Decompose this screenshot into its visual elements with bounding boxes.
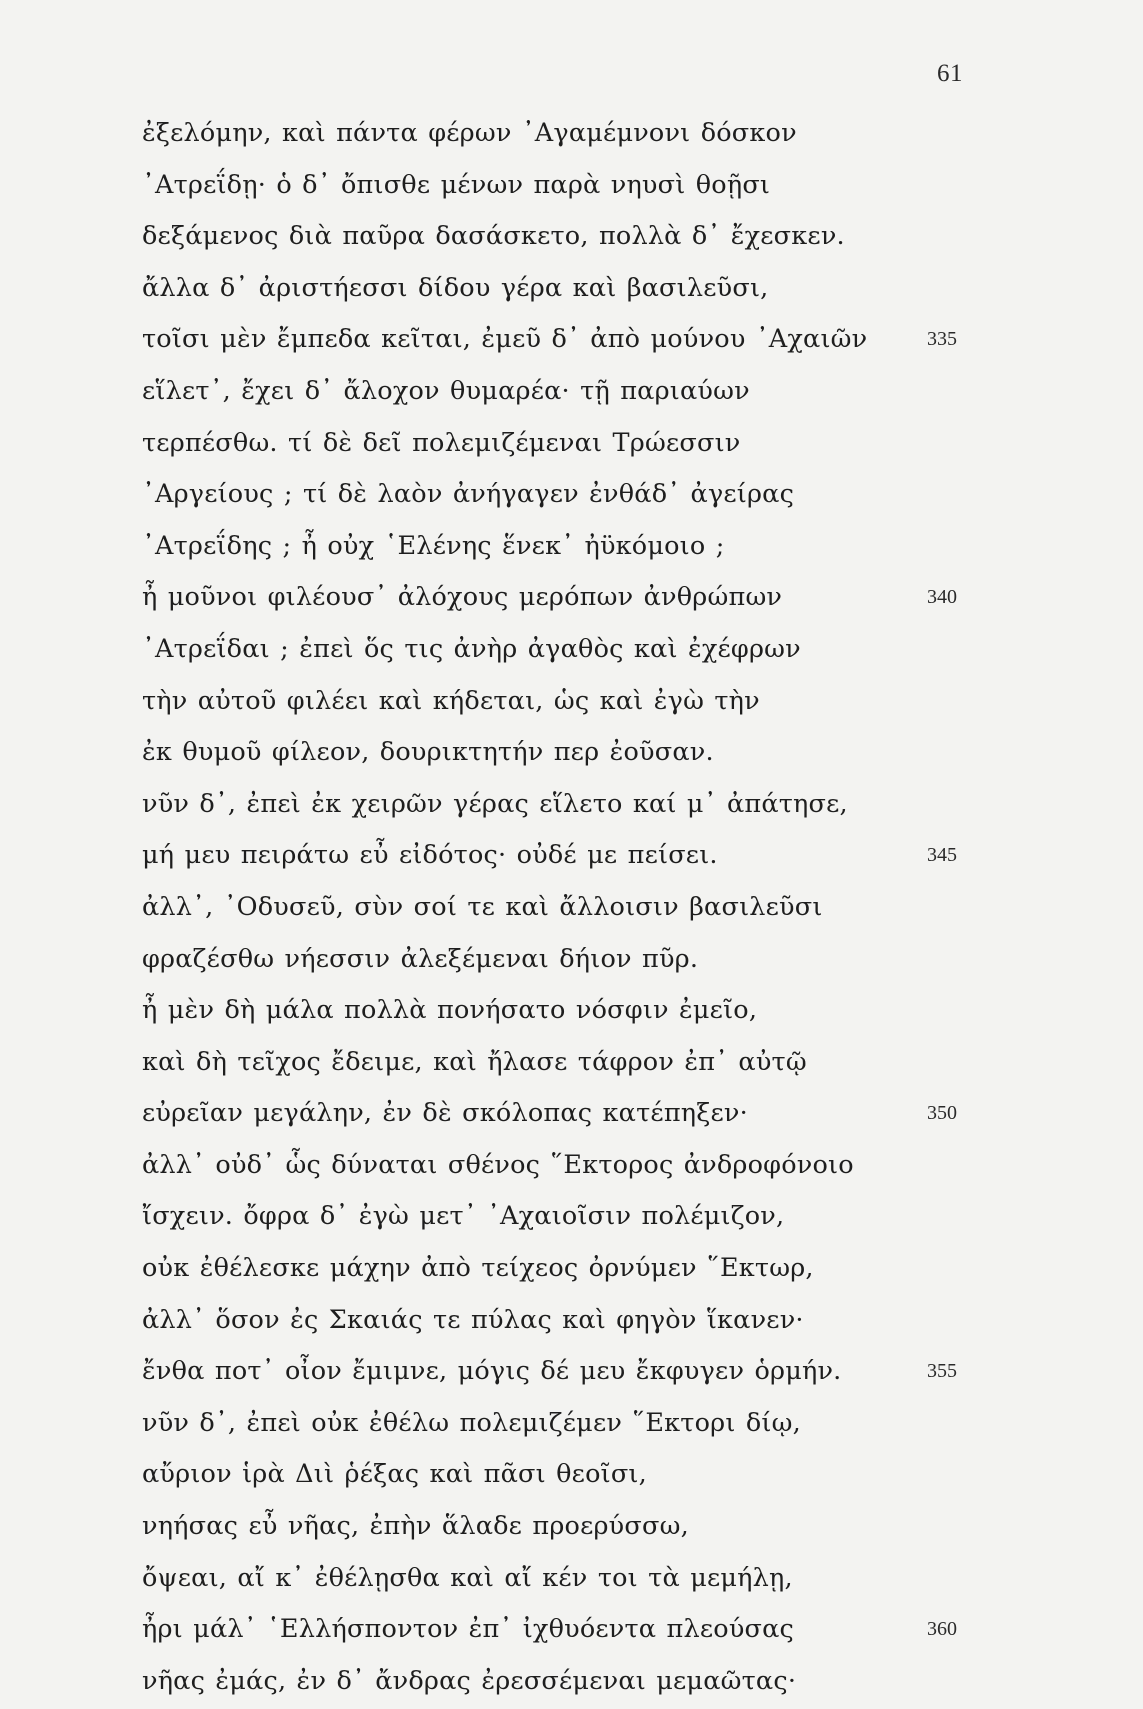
line-number: 350 xyxy=(927,1102,957,1125)
verse-line xyxy=(142,1501,972,1553)
verse-text: ἦ μὲν δὴ μάλα πολλὰ πονήσατο νόσφιν ἐμεῖο, xyxy=(142,995,758,1026)
verse-line xyxy=(142,521,972,573)
verse-text: δεξάμενος διὰ παῦρα δασάσκετο, πολλὰ δ᾿ ἔχεσκεν. xyxy=(142,221,845,252)
verse-line xyxy=(142,418,972,470)
verse-text: ἔνθα ποτ᾿ οἶον ἔμιμνε, μόγις δέ μευ ἔκφυγεν ὁρμήν. xyxy=(142,1356,842,1387)
verse-line xyxy=(142,882,972,934)
line-number: 335 xyxy=(927,328,957,351)
line-number: 360 xyxy=(927,1618,957,1641)
verse-text: τερπέσθω. τί δὲ δεῖ πολεμιζέμεναι Τρώεσσιν xyxy=(142,427,741,458)
verse-text: ᾿Αργείους ; τί δὲ λαὸν ἀνήγαγεν ἐνθάδ᾿ ἀγείρας xyxy=(142,479,795,510)
verse-text: ἐξελόμην, καὶ πάντα φέρων ᾿Αγαμέμνονι δόσκον xyxy=(142,118,797,148)
verse-text: ἀλλ᾿ οὐδ᾿ ὧς δύναται σθένος ῞Εκτορος ἀνδροφόνοιο xyxy=(142,1149,854,1180)
verse-line xyxy=(142,985,972,1037)
verse-line xyxy=(142,366,972,418)
verse-text: ἦ μοῦνοι φιλέουσ᾿ ἀλόχους μερόπων ἀνθρώπων xyxy=(142,582,783,613)
verse-line xyxy=(142,263,972,315)
verse-text: ᾿Ατρεΐδαι ; ἐπεὶ ὅς τις ἀνὴρ ἀγαθὸς καὶ ἐχέφρων xyxy=(142,633,801,664)
verse-text: φραζέσθω νήεσσιν ἀλεξέμεναι δήιον πῦρ. xyxy=(142,943,699,974)
verse-line xyxy=(142,1346,972,1398)
line-number: 340 xyxy=(927,586,957,609)
verse-line xyxy=(142,211,972,263)
verse-text: εἵλετ᾿, ἔχει δ᾿ ἄλοχον θυμαρέα· τῇ παριαύων xyxy=(142,375,750,406)
verse-line xyxy=(142,572,972,624)
verse-line xyxy=(142,108,972,160)
verse-line xyxy=(142,779,972,831)
verse-text: ἄλλα δ᾿ ἀριστήεσσι δίδου γέρα καὶ βασιλεῦσι, xyxy=(142,272,769,303)
verse-line xyxy=(142,1243,972,1295)
verse-line xyxy=(142,1656,972,1708)
line-number: 345 xyxy=(927,844,957,867)
verse-line xyxy=(142,1140,972,1192)
verse-text: νηήσας εὖ νῆας, ἐπὴν ἅλαδε προερύσσω, xyxy=(142,1511,689,1542)
verse-text: οὐκ ἐθέλεσκε μάχην ἀπὸ τείχεος ὀρνύμεν ῞Εκτωρ, xyxy=(142,1253,814,1284)
verse-text: ὄψεαι, αἴ κ᾿ ἐθέλῃσθα καὶ αἴ κέν τοι τὰ μεμήλῃ, xyxy=(142,1562,793,1593)
verse-line xyxy=(142,1088,972,1140)
verse-line xyxy=(142,727,972,779)
verse-line xyxy=(142,934,972,986)
verse-line xyxy=(142,830,972,882)
verse-text: ἀλλ᾿, ᾿Οδυσεῦ, σὺν σοί τε καὶ ἄλλοισιν βασιλεῦσι xyxy=(142,891,823,922)
verse-text: αὔριον ἱρὰ Διὶ ῥέξας καὶ πᾶσι θεοῖσι, xyxy=(142,1459,647,1490)
page-number: 61 xyxy=(937,60,963,87)
verse-text: νῦν δ᾿, ἐπεὶ ἐκ χειρῶν γέρας εἵλετο καί μ᾿ ἀπάτησε, xyxy=(142,788,848,819)
verse-text: ἦρι μάλ᾿ ῾Ελλήσποντον ἐπ᾿ ἰχθυόεντα πλεούσας xyxy=(142,1614,795,1645)
verse-text: νῆας ἐμάς, ἐν δ᾿ ἄνδρας ἐρεσσέμεναι μεμαῶτας· xyxy=(142,1665,797,1696)
verse-text: τὴν αὐτοῦ φιλέει καὶ κήδεται, ὡς καὶ ἐγὼ τὴν xyxy=(142,685,760,716)
verse-line xyxy=(142,1037,972,1089)
verse-line xyxy=(142,1295,972,1347)
verse-text: ᾿Ατρεΐδης ; ἦ οὐχ ῾Ελένης ἕνεκ᾿ ἠϋκόμοιο ; xyxy=(142,530,725,561)
verse-text: ἴσχειν. ὄφρα δ᾿ ἐγὼ μετ᾿ ᾿Αχαιοῖσιν πολέμιζον, xyxy=(142,1201,785,1232)
verse-line xyxy=(142,469,972,521)
verse-text: ᾿Ατρεΐδῃ· ὁ δ᾿ ὄπισθε μένων παρὰ νηυσὶ θοῇσι xyxy=(142,169,771,200)
verse-text: ἐκ θυμοῦ φίλεον, δουρικτητήν περ ἐοῦσαν. xyxy=(142,737,714,768)
verse-line xyxy=(142,1604,972,1656)
verse-line xyxy=(142,314,972,366)
verse-line xyxy=(142,160,972,212)
verse-text: νῦν δ᾿, ἐπεὶ οὐκ ἐθέλω πολεμιζέμεν ῞Εκτορι δίῳ, xyxy=(142,1407,801,1438)
line-number: 355 xyxy=(927,1360,957,1383)
verse-line xyxy=(142,676,972,728)
verse-text: εὐρεῖαν μεγάλην, ἐν δὲ σκόλοπας κατέπηξεν· xyxy=(142,1098,748,1129)
verse-line xyxy=(142,624,972,676)
verse-text: μή μευ πειράτω εὖ εἰδότος· οὐδέ με πείσει. xyxy=(142,840,718,871)
verse-text: τοῖσι μὲν ἔμπεδα κεῖται, ἐμεῦ δ᾿ ἀπὸ μούνου ᾿Αχαιῶν xyxy=(142,324,868,355)
verse-text: καὶ δὴ τεῖχος ἔδειμε, καὶ ἤλασε τάφρον ἐπ᾿ αὐτῷ xyxy=(142,1046,807,1077)
verse-line xyxy=(142,1191,972,1243)
verse-line xyxy=(142,1449,972,1501)
verse-line xyxy=(142,1398,972,1450)
verse-block xyxy=(142,108,972,1707)
verse-line xyxy=(142,1553,972,1605)
verse-text: ἀλλ᾿ ὅσον ἐς Σκαιάς τε πύλας καὶ φηγὸν ἵκανεν· xyxy=(142,1304,804,1335)
